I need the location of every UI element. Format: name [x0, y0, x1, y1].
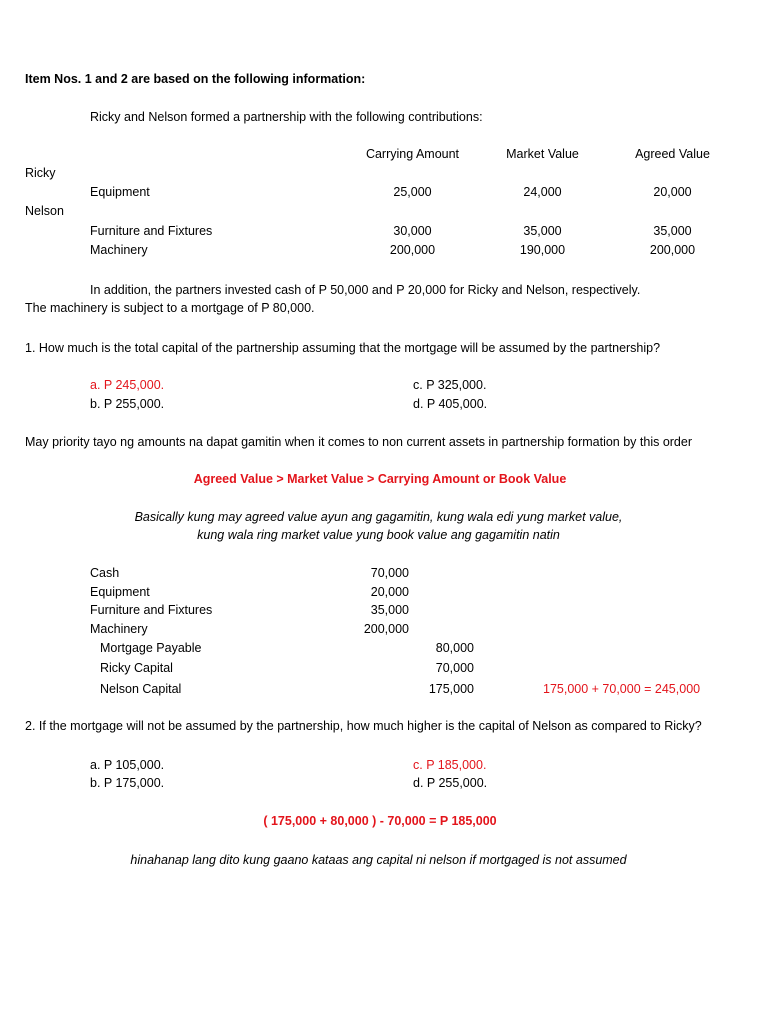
debit-amount: 200,000 [363, 622, 409, 636]
row-market-value: 35,000 [523, 224, 562, 238]
credit-amount: 70,000 [435, 661, 474, 675]
row-item-label: Furniture and Fixtures [90, 224, 213, 238]
row-carrying-value: 200,000 [389, 243, 436, 257]
debit-account: Cash [90, 566, 120, 580]
row-agreed-value: 35,000 [653, 224, 692, 238]
row-market-value: 24,000 [523, 185, 562, 199]
q2-choice-a: a. P 105,000. [90, 758, 165, 772]
row-market-value: 190,000 [519, 243, 566, 257]
q1-choice-b: b. P 255,000. [90, 397, 165, 411]
italic-note-line1: Basically kung may agreed value ayun ang gagamitin, kung wala edi yung market value, [134, 510, 623, 524]
total-capital-computation: 175,000 + 70,000 = 245,000 [543, 682, 701, 696]
debit-account: Furniture and Fixtures [90, 603, 213, 617]
row-agreed-value: 200,000 [649, 243, 696, 257]
debit-account: Equipment [90, 585, 150, 599]
credit-amount: 80,000 [435, 641, 474, 655]
q2-choice-b: b. P 175,000. [90, 776, 165, 790]
q1-choice-d: d. P 405,000. [413, 397, 488, 411]
priority-note: May priority tayo ng amounts na dapat gamitin when it comes to non current assets in partnership formation by this order [25, 435, 692, 449]
credit-account: Nelson Capital [100, 682, 182, 696]
row-item-label: Machinery [90, 243, 148, 257]
addition-text: In addition, the partners invested cash of P 50,000 and P 20,000 for Ricky and Nelson, respectively. [90, 283, 641, 297]
row-carrying-value: 25,000 [393, 185, 432, 199]
debit-amount: 70,000 [370, 566, 409, 580]
credit-account: Ricky Capital [100, 661, 173, 675]
header-carrying-amount: Carrying Amount [365, 147, 460, 161]
q2-computation: ( 175,000 + 80,000 ) - 70,000 = P 185,000 [263, 814, 497, 828]
partner-ricky: Ricky [25, 166, 56, 180]
partner-nelson: Nelson [25, 204, 64, 218]
credit-account: Mortgage Payable [100, 641, 202, 655]
heading: Item Nos. 1 and 2 are based on the following information: [25, 72, 366, 86]
debit-amount: 35,000 [370, 603, 409, 617]
row-item-label: Equipment [90, 185, 150, 199]
intro-text: Ricky and Nelson formed a partnership with the following contributions: [90, 110, 483, 124]
q2-choice-c-answer: c. P 185,000. [413, 758, 487, 772]
question-2: 2. If the mortgage will not be assumed by the partnership, how much higher is the capital of Nelson as compared to Ricky? [25, 719, 702, 733]
italic-note-line2: kung wala ring market value yung book value ang gagamitin natin [197, 528, 560, 542]
question-1: 1. How much is the total capital of the partnership assuming that the mortgage will be assumed by the partnership? [25, 341, 661, 355]
header-agreed-value: Agreed Value [635, 147, 710, 161]
priority-order: Agreed Value > Market Value > Carrying Amount or Book Value [193, 472, 567, 486]
q2-note: hinahanap lang dito kung gaano kataas ang capital ni nelson if mortgaged is not assumed [130, 853, 627, 867]
q1-choice-a-answer: a. P 245,000. [90, 378, 165, 392]
row-carrying-value: 30,000 [393, 224, 432, 238]
header-market-value: Market Value [506, 147, 579, 161]
credit-amount: 175,000 [428, 682, 474, 696]
q2-choice-d: d. P 255,000. [413, 776, 488, 790]
q1-choice-c: c. P 325,000. [413, 378, 487, 392]
mortgage-text: The machinery is subject to a mortgage of P 80,000. [25, 301, 315, 315]
row-agreed-value: 20,000 [653, 185, 692, 199]
debit-amount: 20,000 [370, 585, 409, 599]
debit-account: Machinery [90, 622, 148, 636]
